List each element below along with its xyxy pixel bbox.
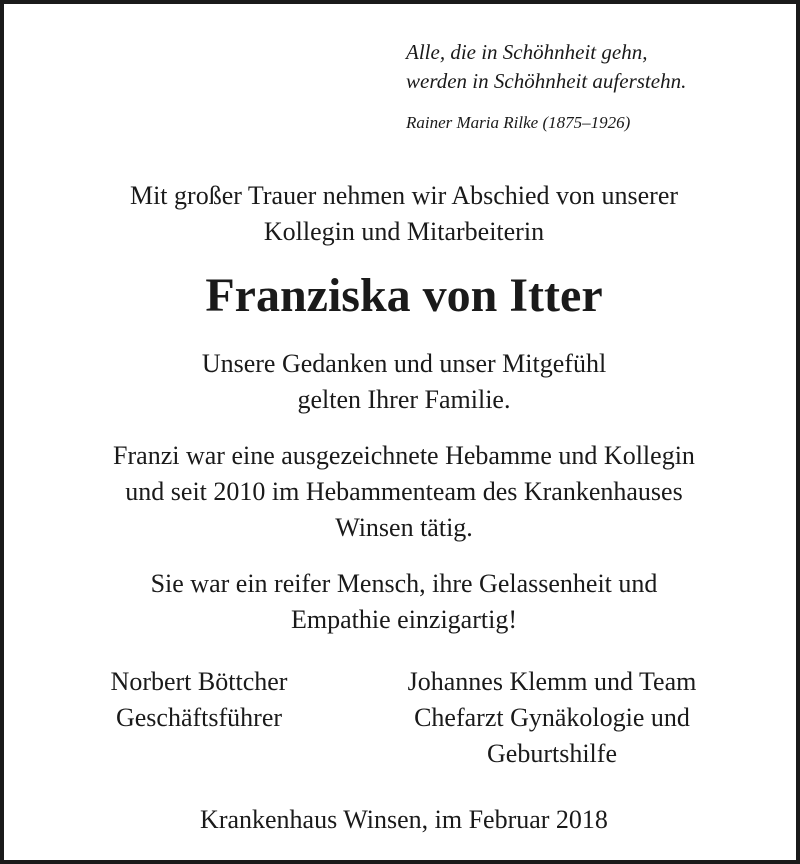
signatory-right [352,664,752,772]
signatory-role: Geburtshilfe [487,739,617,768]
paragraph-line: Unsere Gedanken und unser Mitgefühl [201,349,607,378]
signatory-role: Geschäftsführer [115,703,283,732]
signatory-role: Chefarzt Gynäkologie und [414,703,690,732]
paragraph-tribute [4,438,800,546]
paragraph-line: gelten Ihrer Familie. [297,385,511,414]
paragraph-condolence [4,346,800,418]
closing-line [4,802,800,838]
paragraph-line: Franzi war eine ausgezeichnete Hebamme und Kollegin [113,441,695,470]
closing-text: Krankenhaus Winsen, im Februar 2018 [200,805,608,834]
signatory-name: Norbert Böttcher [110,667,288,696]
motto-author: Rainer Maria Rilke (1875–1926) [406,113,631,132]
motto-line: werden in Schöhnheit auferstehn. [406,69,687,93]
paragraph-line: Empathie einzigartig! [291,605,517,634]
signatory-left [64,664,334,736]
motto-quote [406,38,686,96]
motto-line: Alle, die in Schöhnheit gehn, [406,40,648,64]
intro-text [4,178,800,250]
paragraph-line: Winsen tätig. [335,513,473,542]
paragraph-line: Sie war ein reifer Mensch, ihre Gelassenheit und [150,569,658,598]
deceased-name: Franziska von Itter [205,269,603,322]
intro-line: Mit großer Trauer nehmen wir Abschied von unserer [129,181,679,210]
intro-line: Kollegin und Mitarbeiterin [263,217,545,246]
signatory-name: Johannes Klemm und Team [407,667,697,696]
paragraph-line: und seit 2010 im Hebammenteam des Krankenhauses [125,477,683,506]
paragraph-character [4,566,800,638]
